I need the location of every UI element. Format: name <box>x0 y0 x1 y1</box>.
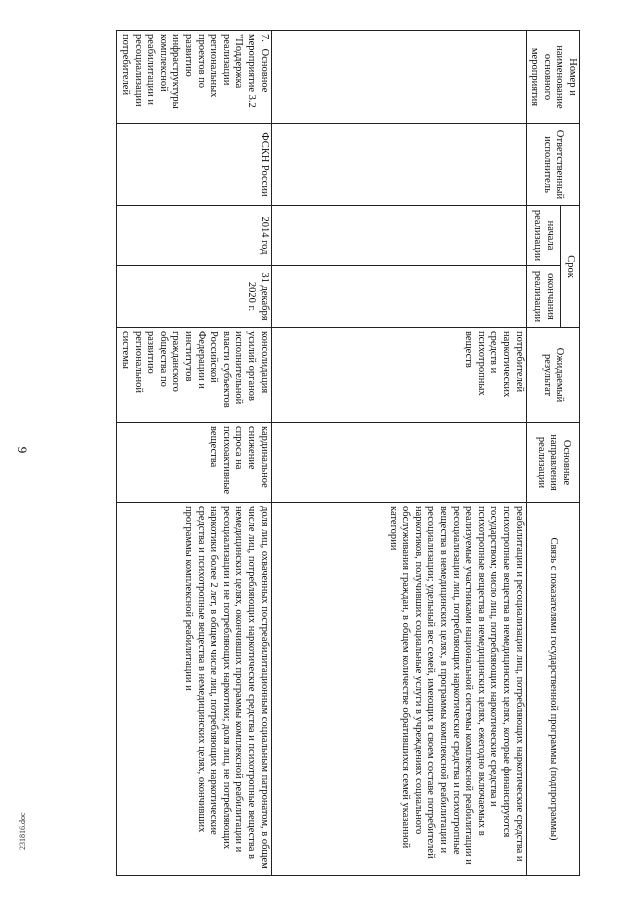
cell-result: консолидация усилий органов исполнительной власти субъектов Российской Федерации и институтов гражданского общества по развитию региональной системы <box>117 328 271 423</box>
header-row <box>561 31 580 876</box>
program-table <box>117 30 581 876</box>
table-row-7 <box>117 31 271 876</box>
cell-directions <box>271 423 526 503</box>
header-directions: Основные направления реализации <box>526 423 579 503</box>
header-executor: Ответственный исполнитель <box>526 124 579 206</box>
cell-directions: кардинальное снижение спроса на психоактивные вещества <box>117 423 271 503</box>
cell-end <box>271 266 526 328</box>
header-name: Номер и наименование основного мероприятия <box>526 31 579 124</box>
header-end: окончания реализации <box>526 266 560 328</box>
row-number: 7. <box>258 34 270 42</box>
cell-name <box>271 31 526 124</box>
header-start: начала реализации <box>526 206 560 266</box>
page-number: 9 <box>15 446 30 454</box>
cell-link: доля лиц, охваченных постреабилитационным социальным патронатом, в общем числе лиц, потребляющих наркотические средства и психотропные вещества в немедицинских целях, окончивших программы комплексной реабилитации и ресоциализации и не потребляющих наркотики; доля лиц, не потребляющих наркотики более 2 лет, в общем числе лиц, потребляющих наркотические средства и психотропные вещества в немедицинских целях, окончивших программы комплексной реабилитации и <box>117 503 271 876</box>
cell-start <box>271 206 526 266</box>
footer-filename: 231816.doc <box>18 812 27 850</box>
table-row-continued <box>271 31 526 876</box>
cell-name <box>117 31 271 124</box>
header-link: Связь с показателями государственной программы (подпрограммы) <box>526 503 579 876</box>
header-result: Ожидаемый результат <box>526 328 579 423</box>
cell-end: 31 декабря 2020 г. <box>117 266 271 328</box>
cell-link: реабилитации и ресоциализации лиц, потребляющих наркотические средства и психотропные вещества в немедицинских целях, которые финансируются государством; число лиц, потребляющих наркотические средства и психотропные вещества в немедицинских целях, ежегодно включаемых в реализуемые участниками национальной системы комплексной реабилитации и ресоциализации лиц, потребляющих наркотические средства и психотропные вещества в немедицинских целях, в программы комплексной реабилитации и ресоциализации; удельный вес семей, имеющих в своем составе потребителей наркотиков, получивших социальные услуги в учреждениях социального обслуживания граждан, в общем количестве обратившихся семей указанной категории <box>271 503 526 876</box>
cell-start: 2014 год <box>117 206 271 266</box>
rotated-page-content <box>60 30 580 880</box>
header-term: Срок <box>561 206 580 328</box>
cell-executor <box>271 124 526 206</box>
cell-executor: ФСКН России <box>117 124 271 206</box>
measure-name: Основное мероприятие 3.2 "Поддержка реализации региональных проектов по развитию инфраструктуры комплексной реабилитации и ресоциализации потребителей <box>120 34 270 109</box>
cell-result: потребителей наркотических средств и психотропных веществ <box>271 328 526 423</box>
